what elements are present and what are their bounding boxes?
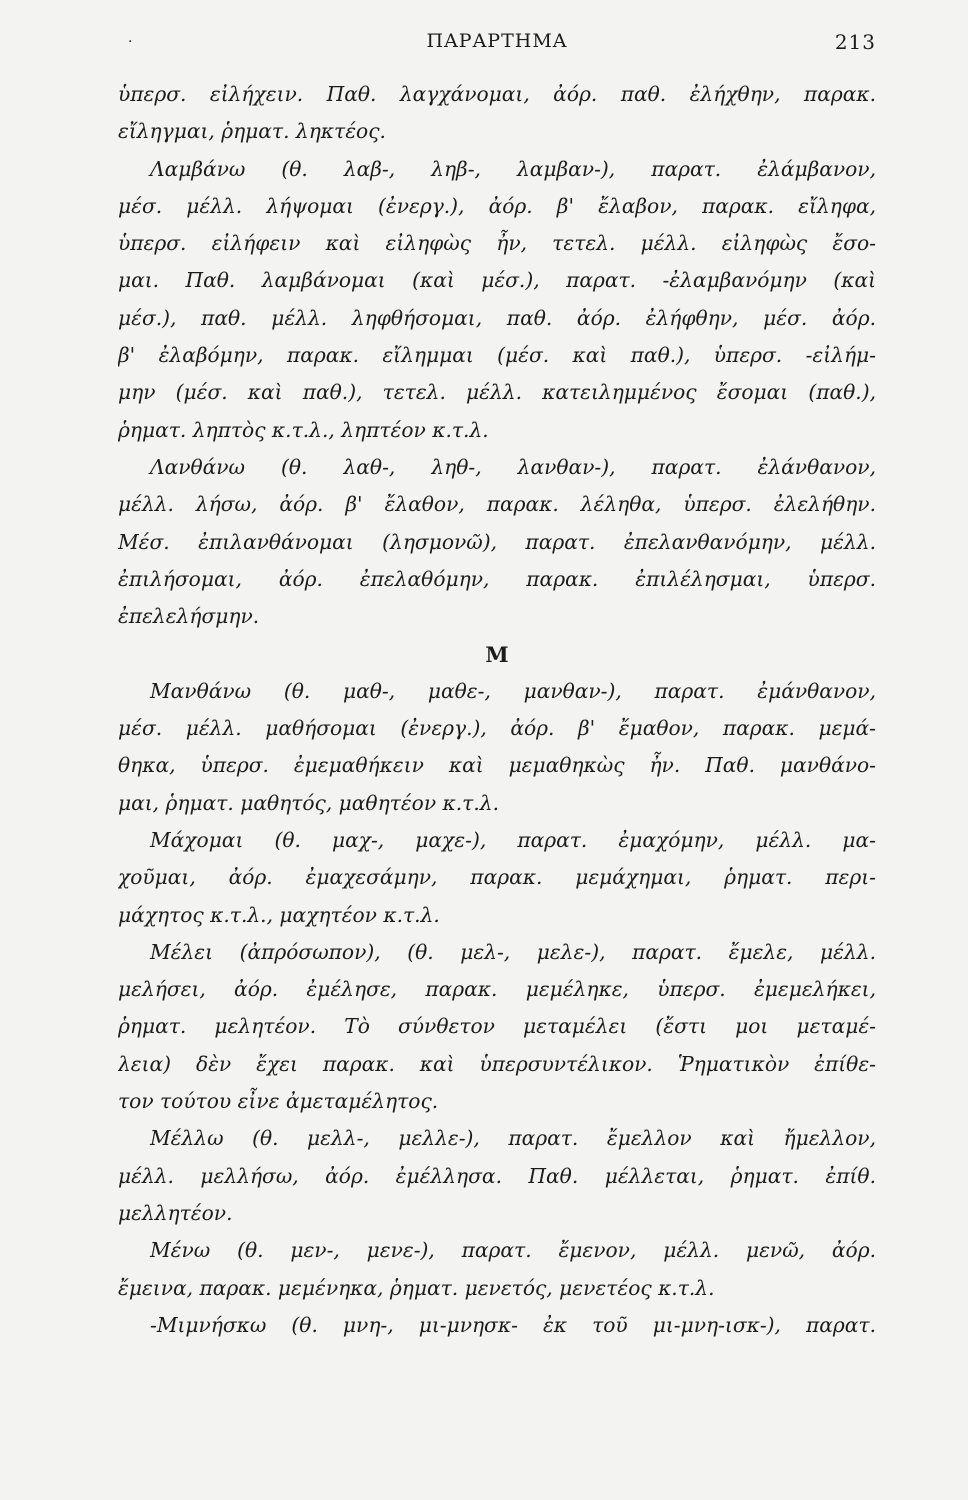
text-line: Λανθάνω (θ. λαθ-, ληθ-, λανθαν-), παρατ. ἐλάνθανον, xyxy=(150,454,876,479)
text-line: μαι, ῥηματ. μαθητός, μαθητέον κ.τ.λ. xyxy=(118,790,499,815)
text-line: εἴληγμαι, ῥηματ. ληκτέος. xyxy=(118,119,386,144)
text-line: μαι. Παθ. λαμβάνομαι (καὶ μέσ.), παρατ. -ἐλαμβανόμην (καὶ xyxy=(118,268,876,293)
running-title: ΠΑΡΑΡΤΗΜΑ xyxy=(426,30,568,52)
text-line: μέσ. μέλλ. λήψομαι (ἐνεργ.), ἀόρ. β' ἔλαβον, παρακ. εἴληφα, xyxy=(118,193,876,218)
text-line: ὑπερσ. εἰλήχειν. Παθ. λαγχάνομαι, ἀόρ. παθ. ἐλήχθην, παρακ. xyxy=(118,82,876,106)
text-line: Μάχομαι (θ. μαχ-, μαχε-), παρατ. ἐμαχόμην, μέλλ. μα- xyxy=(150,827,876,852)
text-line: τον τούτου εἶνε ἀμεταμέλητος. xyxy=(118,1089,439,1114)
text-line: ἔμεινα, παρακ. μεμένηκα, ῥηματ. μενετός, μενετέος κ.τ.λ. xyxy=(118,1275,715,1300)
text-line: θηκα, ὑπερσ. ἐμεμαθήκειν καὶ μεμαθηκὼς ἦν. Παθ. μανθάνο- xyxy=(118,753,876,778)
text-line: μάχητος κ.τ.λ., μαχητέον κ.τ.λ. xyxy=(118,902,440,927)
text-line: Λαμβάνω (θ. λαβ-, ληβ-, λαμβαν-), παρατ. ἐλάμβανον, xyxy=(150,156,876,181)
text-line: -Μιμνήσκω (θ. μνη-, μι-μνησκ- ἐκ τοῦ μι-μνη-ισκ-), παρατ. xyxy=(150,1312,876,1337)
text-line: μην (μέσ. καὶ παθ.), τετελ. μέλλ. κατειλημμένος ἔσομαι (παθ.), xyxy=(118,380,876,405)
text-line: ῥηματ. μελητέον. Τὸ σύνθετον μεταμέλει (ἔστι μοι μεταμέ- xyxy=(118,1014,876,1039)
text-line: χοῦμαι, ἀόρ. ἐμαχεσάμην, παρακ. μεμάχημαι, ῥηματ. περι- xyxy=(118,865,876,890)
text-line: μέσ.), παθ. μέλλ. ληφθήσομαι, παθ. ἀόρ. ἐλήφθην, μέσ. ἀόρ. xyxy=(118,305,876,330)
text-line: λεια) δὲν ἔχει παρακ. καὶ ὑπερσυντέλικον. Ῥηματικὸν ἐπίθε- xyxy=(118,1051,876,1076)
text-line: Μέλλω (θ. μελλ-, μελλε-), παρατ. ἔμελλον καὶ ἤμελλον, xyxy=(150,1126,876,1151)
text-line: μέσ. μέλλ. μαθήσομαι (ἐνεργ.), ἀόρ. β' ἔμαθον, παρακ. μεμά- xyxy=(118,716,876,741)
text-line: μέλλ. λήσω, ἀόρ. β' ἔλαθον, παρακ. λέληθα, ὑπερσ. ἐλελήθην. xyxy=(118,492,876,517)
text-line: ὑπερσ. εἰλήφειν καὶ εἰληφὼς ἦν, τετελ. μέλλ. εἰληφὼς ἔσο- xyxy=(118,231,876,256)
page-number: 213 xyxy=(834,30,876,54)
text-line: Μένω (θ. μεν-, μενε-), παρατ. ἔμενον, μέλλ. μενῶ, ἀόρ. xyxy=(150,1238,876,1263)
header-marker: · xyxy=(128,34,134,50)
text-line: μελλητέον. xyxy=(118,1200,233,1225)
text-line: ἐπιλήσομαι, ἀόρ. ἐπελαθόμην, παρακ. ἐπιλέλησμαι, ὑπερσ. xyxy=(118,566,876,591)
page-header xyxy=(118,30,876,60)
text-line: ἐπελελήσμην. xyxy=(118,604,260,629)
text-line: ῥηματ. ληπτὸς κ.τ.λ., ληπτέον κ.τ.λ. xyxy=(118,417,489,442)
text-line: μέλλ. μελλήσω, ἀόρ. ἐμέλλησα. Παθ. μέλλεται, ῥηματ. ἐπίθ. xyxy=(118,1163,876,1188)
text-line: Μανθάνω (θ. μαθ-, μαθε-, μανθαν-), παρατ. ἐμάνθανον, xyxy=(150,678,876,703)
text-line: Μέλει (ἀπρόσωπον), (θ. μελ-, μελε-), παρατ. ἔμελε, μέλλ. xyxy=(150,939,876,964)
text-line: Μέσ. ἐπιλανθάνομαι (λησμονῶ), παρατ. ἐπελανθανόμην, μέλλ. xyxy=(118,529,876,554)
page-body xyxy=(118,76,876,1344)
section-letter: Μ xyxy=(485,642,509,668)
text-line: μελήσει, ἀόρ. ἐμέλησε, παρακ. μεμέληκε, ὑπερσ. ἐμεμελήκει, xyxy=(118,977,876,1002)
text-line: β' ἐλαβόμην, παρακ. εἴλημμαι (μέσ. καὶ παθ.), ὑπερσ. -εἰλήμ- xyxy=(118,343,876,368)
